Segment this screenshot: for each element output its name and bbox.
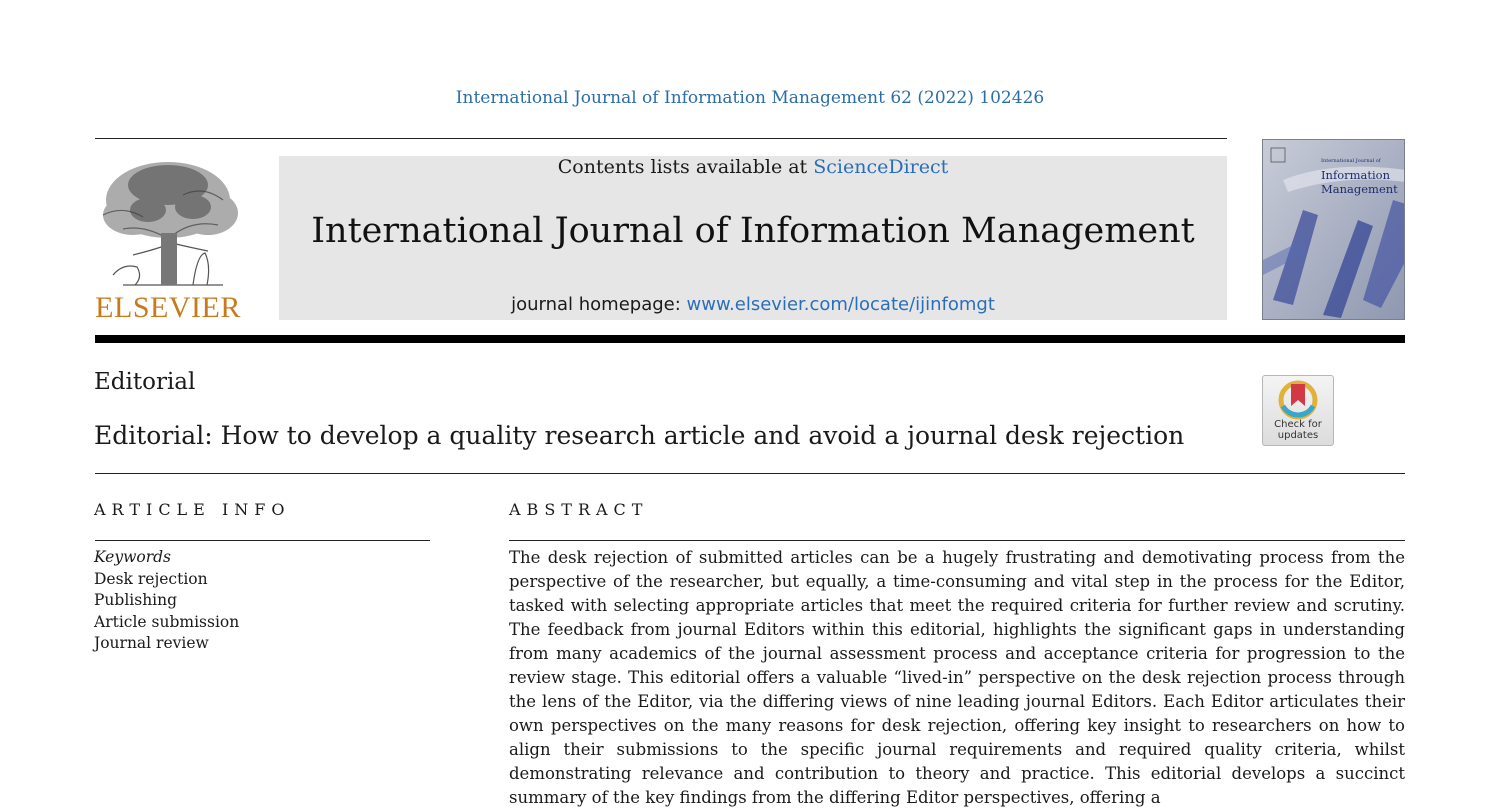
title-divider xyxy=(95,473,1405,474)
article-title: Editorial: How to develop a quality research article and avoid a journal desk rejection xyxy=(94,421,1185,450)
crossmark-label-line2: updates xyxy=(1277,430,1319,441)
keyword-item: Journal review xyxy=(94,634,209,653)
journal-banner xyxy=(279,156,1227,320)
abstract-heading: ABSTRACT xyxy=(509,500,649,519)
masthead-bar xyxy=(95,335,1405,343)
check-for-updates-label xyxy=(1263,419,1333,441)
keywords-list xyxy=(94,547,239,655)
sciencedirect-link[interactable]: ScienceDirect xyxy=(813,156,949,178)
contents-prefix: Contents lists available at xyxy=(557,156,814,178)
elsevier-tree-icon xyxy=(93,155,243,291)
check-for-updates-button[interactable] xyxy=(1262,375,1334,446)
keyword-item: Article submission xyxy=(94,612,240,631)
contents-available-line xyxy=(279,156,1227,178)
journal-homepage-link[interactable]: www.elsevier.com/locate/ijinfomgt xyxy=(686,294,995,315)
journal-homepage-line xyxy=(279,294,1227,315)
keyword-item: Publishing xyxy=(94,591,178,610)
journal-citation[interactable]: International Journal of Information Management 62 (2022) 102426 xyxy=(455,88,1045,108)
article-info-heading: ARTICLE INFO xyxy=(94,500,291,519)
journal-cover-thumbnail[interactable] xyxy=(1262,139,1405,320)
elsevier-logo[interactable] xyxy=(93,155,243,323)
keywords-label: Keywords xyxy=(94,548,171,566)
abstract-divider xyxy=(509,540,1405,541)
header-divider xyxy=(95,138,1227,139)
cover-title: Information Management xyxy=(1321,168,1398,196)
article-info-divider xyxy=(95,540,430,541)
journal-title: International Journal of Information Management xyxy=(311,211,1195,251)
article-type: Editorial xyxy=(94,369,196,395)
crossmark-label-line1: Check for xyxy=(1274,419,1322,430)
homepage-prefix: journal homepage: xyxy=(511,294,687,315)
elsevier-wordmark: ELSEVIER xyxy=(95,291,241,324)
cover-subtitle: International Journal of xyxy=(1321,158,1381,164)
cover-art-icon xyxy=(1263,140,1405,320)
abstract-body: The desk rejection of submitted articles can be a hugely frustrating and demotivating process from the perspective of the researcher, but equally, a time-consuming and vital step in the process for the Editor, tasked with selecting appropriate articles that meet the required criteria for further review and scrutiny. The feedback from journal Editors within this editorial, highlights the significant gaps in understanding from many academics of the journal assessment process and acceptance criteria for progression to the review stage. This editorial offers a valuable “lived-in” perspective on the desk rejection process through the lens of the Editor, via the differing views of nine leading journal Editors. Each Editor articulates their own perspectives on the many reasons for desk rejection, offering key insight to researchers on how to align their submissions to the specific journal requirements and required quality criteria, whilst demonstrating relevance and contribution to theory and practice. This editorial develops a succinct summary of the key findings from the differing Editor perspectives, offering a xyxy=(509,548,1405,807)
keyword-item: Desk rejection xyxy=(94,569,208,588)
crossmark-icon xyxy=(1263,378,1333,422)
